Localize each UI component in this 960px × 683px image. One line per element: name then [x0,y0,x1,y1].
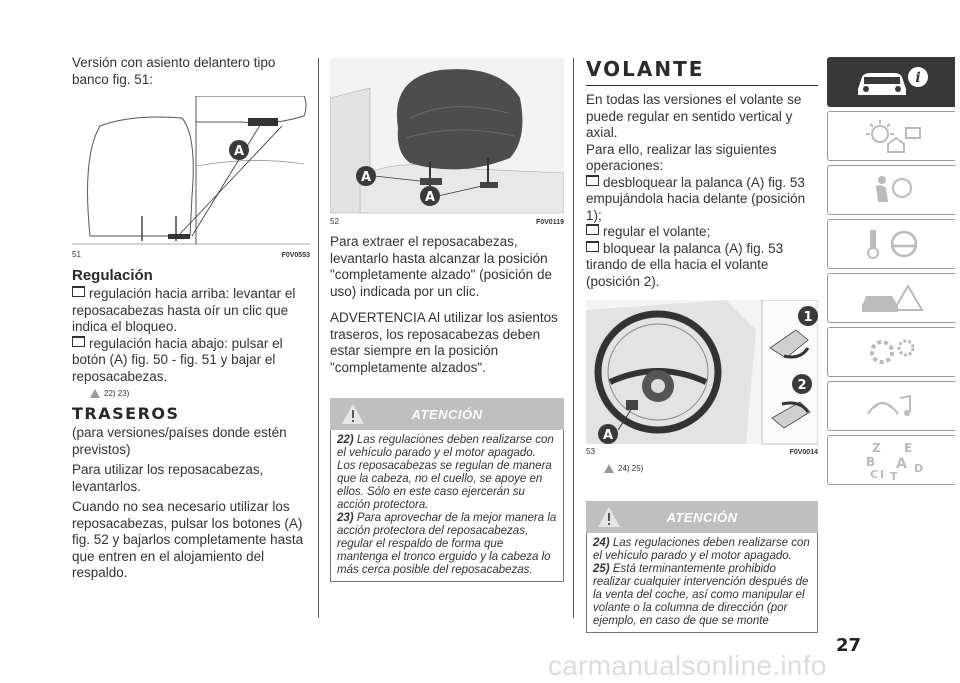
warning-content [586,533,818,633]
dashboard-lights-icon [852,118,932,154]
svg-text:C: C [869,468,878,480]
refs-text: 22) 23) [104,389,130,398]
figure-53 [586,300,818,458]
label-a: A [602,428,614,443]
label-a: A [233,144,245,159]
warning-triangle-icon [342,404,364,424]
svg-text:D: D [913,462,923,475]
chapter-tabs [827,57,955,489]
figure-number: 51 [72,250,81,259]
intro-text: Versión con asiento delantero tipo banco fig. 51: [72,55,276,87]
warning-item: 24) Las regulaciones deben realizarse con el vehículo parado y el motor apagado. [593,537,810,562]
warning-item: 22) Las regulaciones deben realizarse con el vehículo parado y el motor apagado. Los reposacabezas se regulan de manera que la cabeza, no el cuello, se apoye en ellos. Sólo en este caso ejercerán su acción protectora. [337,434,554,511]
figure-number: 52 [330,217,339,226]
tab-index[interactable] [827,435,955,485]
paragraph: En todas las versiones el volante se puede regular en sentido vertical y axial. [586,92,802,140]
watermark: carmanualsonline.info [548,650,827,681]
warning-title: ATENCIÓN [411,406,483,422]
paragraph: Para utilizar los reposacabezas, levantarlos. [72,462,264,494]
car-warning-icon [852,280,932,316]
figure-code: F0V0014 [789,449,818,456]
page-number: 27 [836,635,862,656]
bullet-item: regulación hacia abajo: pulsar el botón (A) fig. 50 - fig. 51 y bajar el reposacabezas. [72,336,310,386]
tab-safety[interactable] [827,165,955,215]
bullet-item: desbloquear la palanca (A) fig. 53 empujándola hacia delante (posición 1); [586,175,818,225]
column-3 [586,57,818,633]
label-a: A [360,170,372,185]
svg-text:Z: Z [871,441,881,455]
maintenance-gears-icon [852,334,932,370]
warning-triangle-icon [598,507,620,527]
warning-triangle-icon [604,464,614,473]
column-2 [330,58,564,582]
column-rule [573,58,574,618]
svg-text:B: B [865,455,875,469]
tab-car-info[interactable] [827,57,955,107]
section-title-regulacion: Regulación [72,267,153,284]
bullet-item: regular el volante; [586,224,818,241]
paragraph: Para extraer el reposacabezas, levantarlo hasta alcanzar la posición "completamente alzado" (posición de uso) indicada por un clic. [330,234,552,299]
warning-item: 25) Está terminantemente prohibido realizar cualquier intervención después de la venta del coche, así como manipular el volante o la columna de dirección (por ejemplo, en caso de que se monte [593,563,809,627]
svg-text:A: A [895,456,907,472]
svg-text:E: E [903,441,912,455]
alphabetical-index-icon [852,440,932,480]
tab-maintenance[interactable] [827,327,955,377]
warning-refs [90,389,310,398]
tab-starting[interactable] [827,219,955,269]
warning-triangle-icon [90,389,100,398]
rear-headrest-illustration [330,58,564,216]
section-title-volante: VOLANTE [586,57,818,86]
svg-text:i: i [914,70,921,86]
figure-51 [72,96,310,261]
figure-number: 53 [586,447,595,456]
warning-refs [604,464,818,473]
warning-header [586,501,818,533]
column-1 [72,55,310,582]
advertencia-paragraph: ADVERTENCIA Al utilizar los asientos traseros, los reposacabezas deben estar siempre en la posición "completamente alzados". [330,310,558,375]
paragraph: Cuando no sea necesario utilizar los reposacabezas, pulsar los botones (A) fig. 52 y bajarlos completamente hasta que entren en el alojamiento del respaldo. [72,499,304,580]
warning-box [330,398,564,582]
tab-emergency[interactable] [827,273,955,323]
warning-header [330,398,564,430]
multimedia-icon [852,388,932,424]
tab-dashboard[interactable] [827,111,955,161]
figure-code: F0V0553 [281,252,310,259]
bullet-item: regulación hacia arriba: levantar el reposacabezas hasta oír un clic que indica el bloqueo. [72,286,310,336]
column-rule [318,58,319,618]
car-info-icon [852,65,932,99]
label-2: 2 [797,378,807,393]
figure-code: F0V0119 [535,219,564,226]
bullet-item: bloquear la palanca (A) fig. 53 tirando de ella hacia el volante (posición 2). [586,241,818,291]
steering-wheel-illustration [586,300,818,446]
label-a: A [424,190,436,205]
figure-52 [330,58,564,228]
svg-text:I: I [879,468,884,480]
section-title-traseros: TRASEROS [72,404,180,423]
paragraph: Para ello, realizar las siguientes operaciones: [586,141,777,173]
svg-text:T: T [889,470,898,480]
warning-item: 23) Para aprovechar de la mejor manera la acción protectora del reposacabezas, regular el respaldo de forma que mantenga el tronco erguido y la cabeza lo más cerca posible del reposacabezas. [337,512,557,576]
key-steering-icon [852,226,932,262]
warning-title: ATENCIÓN [666,509,738,525]
warning-box [586,501,818,633]
paragraph: (para versiones/países donde estén previstos) [72,425,287,457]
refs-text: 24) 25) [618,464,644,473]
warning-content [330,430,564,582]
airbag-safety-icon [852,172,932,208]
label-1: 1 [803,310,813,325]
tab-multimedia[interactable] [827,381,955,431]
headrest-illustration [72,96,310,246]
